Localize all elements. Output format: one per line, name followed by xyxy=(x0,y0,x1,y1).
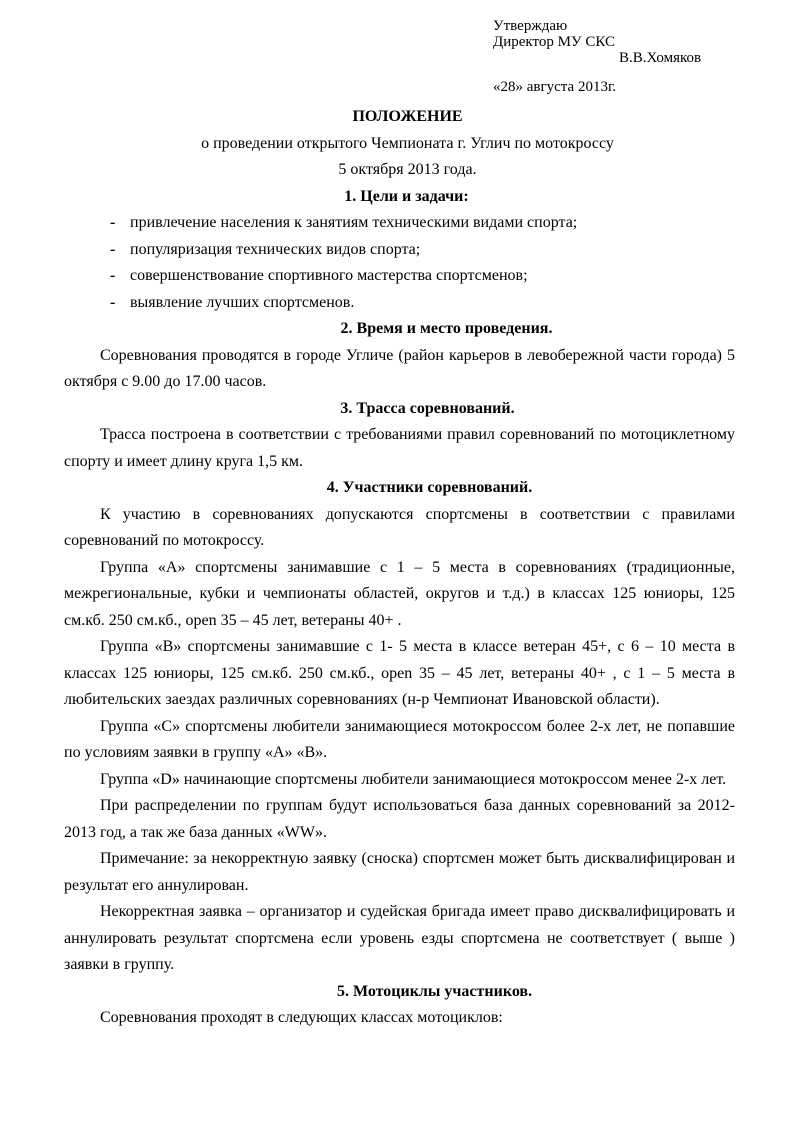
dash-bullet-icon: - xyxy=(110,267,116,284)
approval-block xyxy=(493,18,735,95)
section-participants xyxy=(64,475,735,979)
dash-bullet-icon: - xyxy=(110,214,116,231)
list-item xyxy=(64,290,735,317)
section-motorcycles xyxy=(64,979,735,1032)
approval-stamp-label: Утверждаю xyxy=(493,18,568,34)
paragraph-motorcycle-classes: Соревнования проходят в следующих классах мотоциклов: xyxy=(100,1009,503,1026)
paragraph-distribution: При распределении по группам будут использоваться база данных соревнований за 2012-2013 год, а так же база данных «WW». xyxy=(64,797,735,841)
paragraph-group-a: Группа «А» спортсмены занимавшие с 1 – 5 места в соревнованиях (традиционные, межрегиональные, кубки и чемпионаты областей, округов и т.д.) в классах 125 юниоры, 125 см.кб. 250 см.кб., open 35 – 45 лет, ветераны 40+ . xyxy=(64,558,735,629)
list-item xyxy=(64,237,735,264)
goals-list xyxy=(64,210,735,316)
paragraph-group-b: Группа «В» спортсмены занимавшие с 1- 5 места в классе ветеран 45+, с 6 – 10 места в классах 125 юниоры, 125 см.кб. 250 см.кб., open 35 – 45 лет, ветераны 40+ , с 1 – 5 места в любительских заездах различных соревнованиях (н-р Чемпионат Ивановской области). xyxy=(64,638,735,708)
approval-signer-name: В.В.Хомяков xyxy=(619,50,702,66)
section-time-place xyxy=(64,316,735,396)
event-date-line: 5 октября 2013 года. xyxy=(338,161,477,178)
section-track-heading: 3. Трасса соревнований. xyxy=(340,399,515,417)
section-goals-heading: 1. Цели и задачи: xyxy=(344,187,469,205)
section-participants-heading: 4. Участники соревнований. xyxy=(326,479,533,496)
goal-text: привлечение населения к занятиям техническими видами спорта; xyxy=(130,214,578,231)
dash-bullet-icon: - xyxy=(110,240,116,258)
list-item xyxy=(64,210,735,237)
section-track xyxy=(64,396,735,476)
paragraph-note: Примечание: за некорректную заявку (сноска) спортсмен может быть дисквалифицирован и результат его аннулирован. xyxy=(64,850,735,894)
section-goals xyxy=(64,184,735,317)
paragraph-incorrect-entry: Некорректная заявка – организатор и судейская бригада имеет право дисквалифицировать и аннулировать результат спортсмена если уровень езды спортсмена не соответствует ( выше ) заявки в группу. xyxy=(64,903,735,973)
title-block xyxy=(64,104,735,184)
section-time-place-heading: 2. Время и место проведения. xyxy=(340,320,553,337)
dash-bullet-icon: - xyxy=(110,293,116,311)
section-motorcycles-heading: 5. Мотоциклы участников. xyxy=(336,982,533,1000)
document-title: ПОЛОЖЕНИЕ xyxy=(352,108,463,125)
document-subtitle: о проведении открытого Чемпионата г. Углич по мотокроссу xyxy=(201,134,614,152)
goal-text: выявление лучших спортсменов. xyxy=(130,293,355,311)
paragraph-admission: К участию в соревнованиях допускаются спортсмены в соответствии с правилами соревнований по мотокроссу. xyxy=(64,505,735,549)
list-item xyxy=(64,263,735,290)
paragraph-group-c: Группа «С» спортсмены любители занимающиеся мотокроссом более 2-х лет, не попавшие по условиям заявки в группу «А» «В». xyxy=(64,717,735,761)
paragraph-track: Трасса построена в соответствии с требованиями правил соревнований по мотоциклетному спорту и имеет длину круга 1,5 км. xyxy=(64,426,735,470)
approval-position: Директор МУ СКС xyxy=(493,34,615,50)
goal-text: совершенствование спортивного мастерства спортсменов; xyxy=(130,267,528,284)
goal-text: популяризация технических видов спорта; xyxy=(130,240,421,258)
paragraph-group-d: Группа «D» начинающие спортсмены любители занимающиеся мотокроссом менее 2-х лет. xyxy=(100,770,727,788)
approval-date: «28» августа 2013г. xyxy=(493,79,617,95)
paragraph-time-place: Соревнования проводятся в городе Угличе (район карьеров в левобережной части города) 5 октября с 9.00 до 17.00 часов. xyxy=(64,346,735,390)
